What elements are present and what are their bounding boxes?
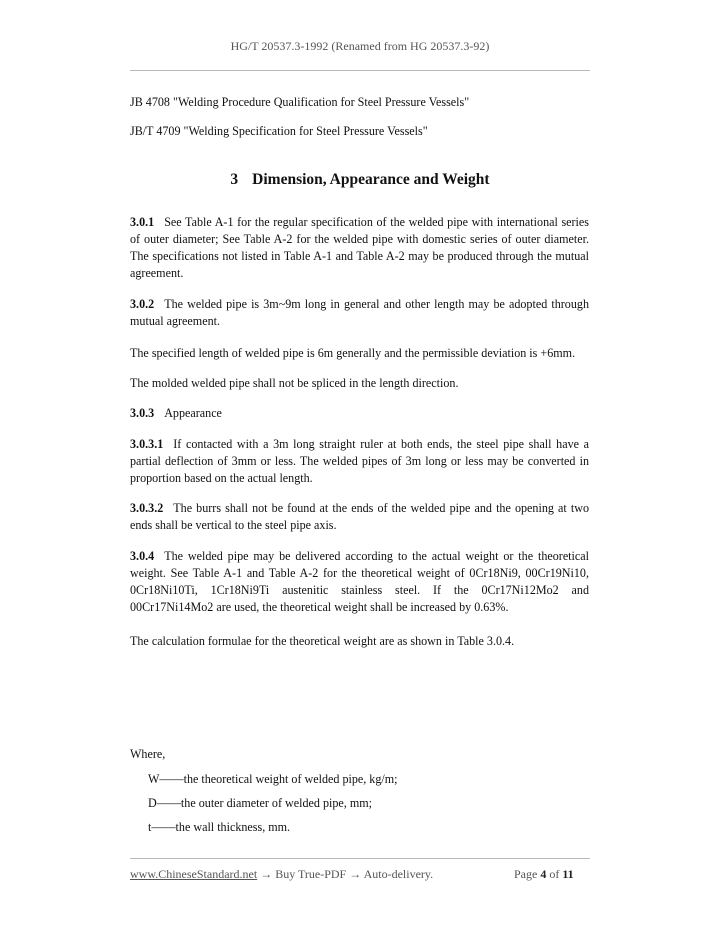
page-of-label: of [549,867,560,881]
clause-text: See Table A-1 for the regular specification of the welded pipe with international series of outer diameter; See Table A-2 for the welded pipe with domestic series of outer diameter. The specifications not listed in Table A-1 and Table A-2 may be produced through the mutual agreement. [130,215,589,280]
clause-number: 3.0.3.2 [130,501,164,515]
reference-jbt4709: JB/T 4709 "Welding Specification for Steel Pressure Vessels" [130,124,428,138]
clause-text: The welded pipe is 3m~9m long in general and other length may be adopted through mutual agreement. [130,297,589,328]
page-total: 11 [562,867,574,881]
clause-number: 3.0.2 [130,297,155,311]
clause-text: The welded pipe may be delivered according to the actual weight or the theoretical weight. See Table A-1 and Table A-2 for the theoretical weight of 0Cr18Ni9, 00Cr19Ni10, 0Cr18Ni10Ti, 1Cr18Ni9Ti austenitic stainless steel. If the 0Cr17Ni12Mo2 and 00Cr17Ni14Mo2 are used, the theoretical weight shall be increased by 0.63%. [130,549,589,614]
clause-text: The burrs shall not be found at the ends of the welded pipe and the opening at two ends shall be vertical to the steel pipe axis. [130,501,589,532]
site-link[interactable]: www.ChineseStandard.net [130,867,258,881]
clause-3-0-3-1 [130,436,589,487]
definition-w: W——the theoretical weight of welded pipe, kg/m; [148,772,398,786]
reference-jb4708: JB 4708 "Welding Procedure Qualification for Steel Pressure Vessels" [130,95,470,109]
section-number: 3 [230,171,239,188]
section-title: Dimension, Appearance and Weight [252,171,490,188]
clause-3-0-1 [130,214,589,282]
clause-3-0-3-2 [130,500,589,534]
clause-number: 3.0.3.1 [130,437,164,451]
clause-number: 3.0.4 [130,549,155,563]
arrow-right-icon: → [349,867,362,881]
clause-number: 3.0.1 [130,215,155,229]
clause-3-0-4 [130,548,589,616]
clause-text: Appearance [164,406,222,420]
page-indicator [514,866,574,882]
definition-d: D——the outer diameter of welded pipe, mm; [148,796,373,810]
arrow-right-icon: → [260,867,273,881]
running-header: HG/T 20537.3-1992 (Renamed from HG 20537.3-92) [230,39,490,53]
paragraph-formulae: The calculation formulae for the theoretical weight are as shown in Table 3.0.4. [130,634,515,648]
clause-number: 3.0.3 [130,406,155,420]
footer-divider [130,858,590,859]
header-divider [130,70,590,71]
page-number: 4 [540,867,547,881]
clause-text: If contacted with a 3m long straight ruler at both ends, the steel pipe shall have a partial deflection of 3mm or less. The welded pipes of 3m long or less may be converted in proportion based on the actual length. [130,437,589,485]
definition-t: t——the wall thickness, mm. [148,820,291,834]
paragraph-molded: The molded welded pipe shall not be spliced in the length direction. [130,376,459,390]
footer-links [130,866,433,882]
page-label: Page [514,867,538,881]
paragraph-length: The specified length of welded pipe is 6m generally and the permissible deviation is +6mm. [130,346,576,360]
delivery-text: Auto-delivery. [363,867,434,881]
where-label: Where, [130,747,166,761]
clause-3-0-2 [130,296,589,330]
buy-pdf-link[interactable]: Buy True-PDF [275,867,347,881]
clause-3-0-3 [130,405,589,422]
section-heading [0,170,720,190]
